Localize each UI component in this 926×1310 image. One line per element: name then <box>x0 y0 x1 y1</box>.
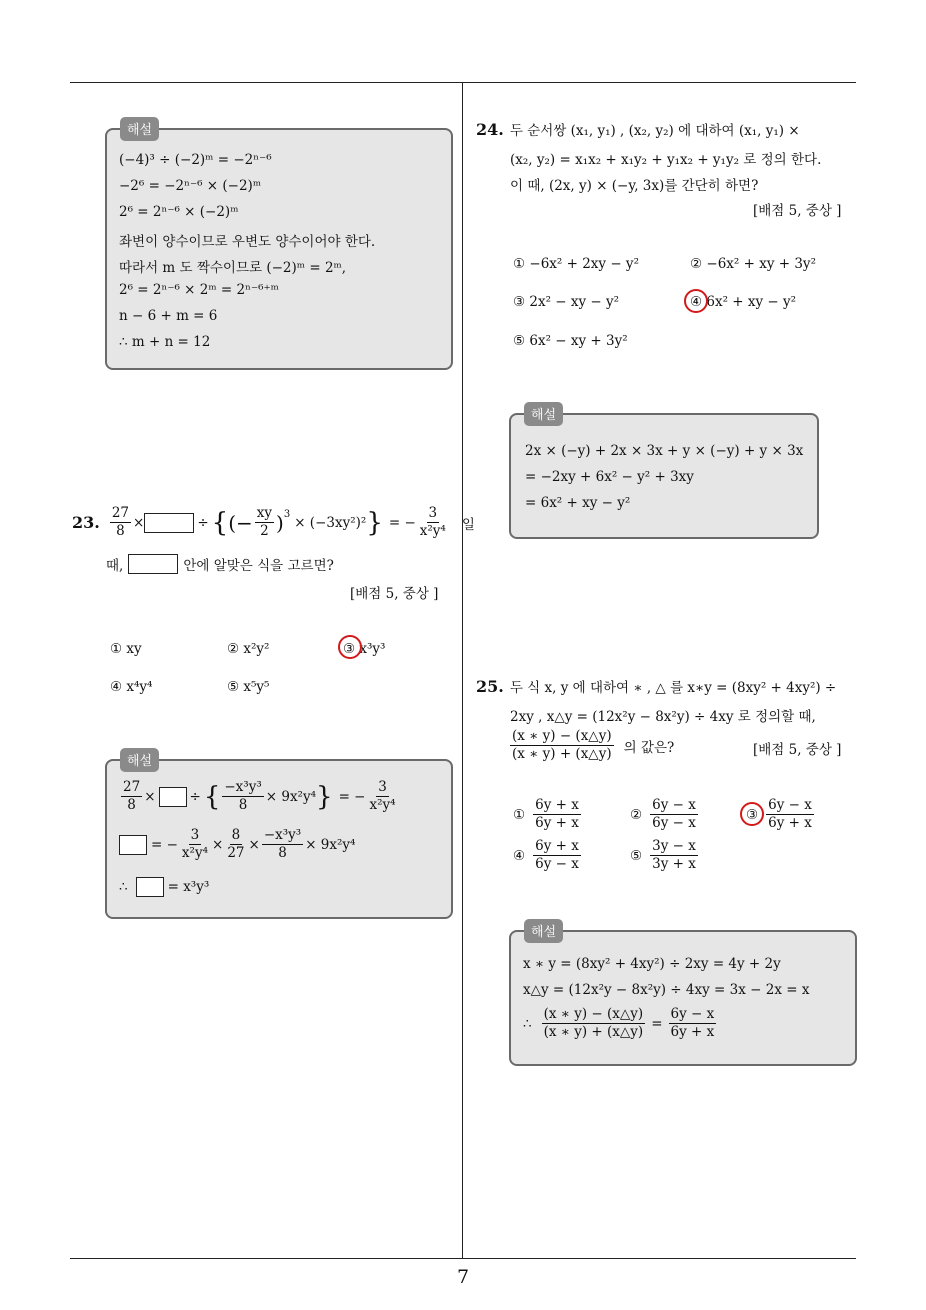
operator: × <box>212 836 224 853</box>
fraction: $\frac{3}{\text{x²y⁴}}$ <box>369 779 396 813</box>
option-5[interactable]: ⑤ x⁵y⁵ <box>227 679 270 695</box>
option-label: ① <box>513 806 526 823</box>
solution-line <box>523 1006 718 1041</box>
operator: = <box>651 1015 663 1032</box>
expression: × (−3xy²)² <box>294 514 367 531</box>
operator: × <box>133 514 145 531</box>
solution-line: 2⁶ = 2ⁿ⁻⁶ × 2ᵐ = 2ⁿ⁻⁶⁺ᵐ <box>119 282 279 298</box>
answer-circle-mark <box>338 635 362 659</box>
score-label: [배점 5, 중상 ] <box>753 742 842 758</box>
solution-line: 좌변이 양수이므로 우변도 양수이어야 한다. <box>119 234 376 250</box>
option-label: ③ <box>746 806 759 823</box>
question-23-line1 <box>72 505 475 540</box>
option-4[interactable] <box>513 838 583 873</box>
solution-line: ∴ m + n = 12 <box>119 334 211 350</box>
exponent: 3 <box>283 509 291 520</box>
text: 일 <box>461 516 475 533</box>
solution-box-q23 <box>105 759 453 919</box>
solution-box-q25 <box>509 930 857 1066</box>
option-2[interactable]: ② x²y² <box>227 641 270 657</box>
text: 때, <box>106 558 124 574</box>
solution-line: −2⁶ = −2ⁿ⁻⁶ × (−2)ᵐ <box>119 178 262 194</box>
operator: = − <box>388 514 416 531</box>
fraction: $\frac{\text{−x³y³}}{8}$ <box>224 779 262 813</box>
solution-line <box>119 779 400 814</box>
question-24-line1 <box>476 119 800 139</box>
answer-blank <box>128 554 178 574</box>
operator: = − <box>338 788 366 805</box>
fraction: $\frac{xy}{2}$ <box>256 505 273 539</box>
option-1[interactable]: ① xy <box>110 641 142 657</box>
top-rule <box>70 82 856 83</box>
text: 두 식 x, y 에 대하여 ∗ , △ 를 x∗y = (8xy² + 4xy²) ÷ <box>509 680 837 696</box>
solution-line: x△y = (12x²y − 8x²y) ÷ 4xy = 3x − 2x = x <box>523 982 810 998</box>
option-label: ⑤ <box>630 847 643 864</box>
fraction: $\frac{6y + x}{6y + x}$ <box>535 797 579 831</box>
fraction: $\frac{3}{\text{x²y⁴}}$ <box>419 505 446 539</box>
question-24-line3: 이 때, (2x, y) × (−y, 3x)를 간단히 하면? <box>510 178 759 194</box>
fraction: $\frac{(x ∗ y) - (x\triangle y)}{(x ∗ y) + (x\triangle y)}$ <box>543 1006 644 1040</box>
solution-line: = −2xy + 6x² − y² + 3xy <box>525 469 694 485</box>
column-divider <box>462 82 463 1259</box>
therefore-symbol: ∴ <box>523 1015 532 1032</box>
solution-line: = 6x² + xy − y² <box>525 495 631 511</box>
answer-blank <box>159 787 187 807</box>
operator: × <box>144 788 156 805</box>
answer-circle-mark <box>740 802 764 826</box>
option-5[interactable]: ⑤ 6x² − xy + 3y² <box>513 333 628 349</box>
question-23-line2 <box>106 554 334 574</box>
expression: = x³y³ <box>167 879 210 895</box>
option-label: ② <box>630 806 643 823</box>
option-4[interactable]: ④ 6x² + xy − y² <box>690 294 797 310</box>
solution-line: 2⁶ = 2ⁿ⁻⁶ × (−2)ᵐ <box>119 204 239 220</box>
text: 의 값은? <box>623 739 675 756</box>
option-3[interactable]: ③ x³y³ <box>343 641 386 657</box>
solution-line: n − 6 + m = 6 <box>119 308 218 324</box>
option-2[interactable]: ② −6x² + xy + 3y² <box>690 256 816 272</box>
fraction: $\frac{6y - x}{6y + x}$ <box>670 1006 715 1040</box>
expression: × 9x²y⁴ <box>305 836 356 853</box>
explanation-tag: 해설 <box>120 748 159 772</box>
question-number: 25. <box>476 677 504 696</box>
operator: = − <box>151 836 178 853</box>
option-2[interactable] <box>630 797 700 832</box>
answer-blank <box>136 877 164 897</box>
bottom-rule <box>70 1258 856 1259</box>
fraction: $\frac{\text{−x³y³}}{8}$ <box>263 827 302 861</box>
fraction: $\frac{27}{8}$ <box>123 779 141 813</box>
question-number: 23. <box>72 513 100 532</box>
option-5[interactable] <box>630 838 700 873</box>
option-label: ④ <box>513 847 526 864</box>
question-25-line2: 2xy , x△y = (12x²y − 8x²y) ÷ 4xy 로 정의할 때, <box>510 709 816 725</box>
brace: } <box>366 507 383 538</box>
fraction: $\frac{6y - x}{6y + x}$ <box>768 797 812 831</box>
fraction: $\frac{6y + x}{6y - x}$ <box>535 838 579 872</box>
explanation-tag: 해설 <box>120 117 159 141</box>
brace: { <box>211 507 229 538</box>
fraction: $\frac{8}{27}$ <box>227 827 245 861</box>
solution-box-q24 <box>509 413 819 539</box>
question-24-line2: (x₂, y₂) = x₁x₂ + x₁y₂ + y₁x₂ + y₁y₂ 로 정의 한다. <box>510 152 822 168</box>
therefore-symbol: ∴ <box>119 879 128 895</box>
fraction: $\frac{3}{\text{x²y⁴}}$ <box>181 827 208 861</box>
question-25-line1 <box>476 676 836 696</box>
text: 안에 알맞은 식을 고르면? <box>183 558 334 574</box>
solution-line <box>119 877 209 897</box>
question-number: 24. <box>476 120 504 139</box>
fraction: $\frac{6y - x}{6y - x}$ <box>652 797 696 831</box>
solution-box-q22 <box>105 128 453 370</box>
explanation-tag: 해설 <box>524 919 563 943</box>
solution-line: (−4)³ ÷ (−2)ᵐ = −2ⁿ⁻⁶ <box>119 152 272 168</box>
brace: } <box>316 781 333 812</box>
score-label: [배점 5, 중상 ] <box>753 203 842 219</box>
paren: ) <box>276 510 284 535</box>
solution-line <box>119 827 355 862</box>
brace: { <box>203 781 221 812</box>
paren: (− <box>228 510 253 535</box>
fraction: $\frac{27}{8}$ <box>111 505 130 539</box>
option-4[interactable]: ④ x⁴y⁴ <box>110 679 153 695</box>
operator: ÷ <box>189 788 201 805</box>
fraction: $\frac{(x ∗ y) - (x\triangle y)}{(x ∗ y) + (x\triangle y)}$ <box>512 728 612 762</box>
operator: × <box>248 836 260 853</box>
page-number: 7 <box>456 1266 470 1288</box>
text: 두 순서쌍 (x₁, y₁) , (x₂, y₂) 에 대하여 (x₁, y₁) × <box>509 123 800 139</box>
answer-blank <box>144 513 194 533</box>
operator: ÷ <box>197 514 209 531</box>
question-25-line3 <box>508 728 674 763</box>
solution-line: x ∗ y = (8xy² + 4xy²) ÷ 2xy = 4y + 2y <box>523 956 781 972</box>
answer-circle-mark <box>684 289 708 313</box>
option-3[interactable]: ③ 2x² − xy − y² <box>513 294 620 310</box>
expression: × 9x²y⁴ <box>265 788 317 805</box>
score-label: [배점 5, 중상 ] <box>350 586 439 602</box>
solution-line: 따라서 m 도 짝수이므로 (−2)ᵐ = 2ᵐ, <box>119 260 347 276</box>
option-1[interactable]: ① −6x² + 2xy − y² <box>513 256 639 272</box>
solution-line: 2x × (−y) + 2x × 3x + y × (−y) + y × 3x <box>525 443 804 459</box>
option-1[interactable] <box>513 797 583 832</box>
answer-blank <box>119 835 147 855</box>
fraction: $\frac{3y - x}{3y + x}$ <box>652 838 696 872</box>
explanation-tag: 해설 <box>524 402 563 426</box>
